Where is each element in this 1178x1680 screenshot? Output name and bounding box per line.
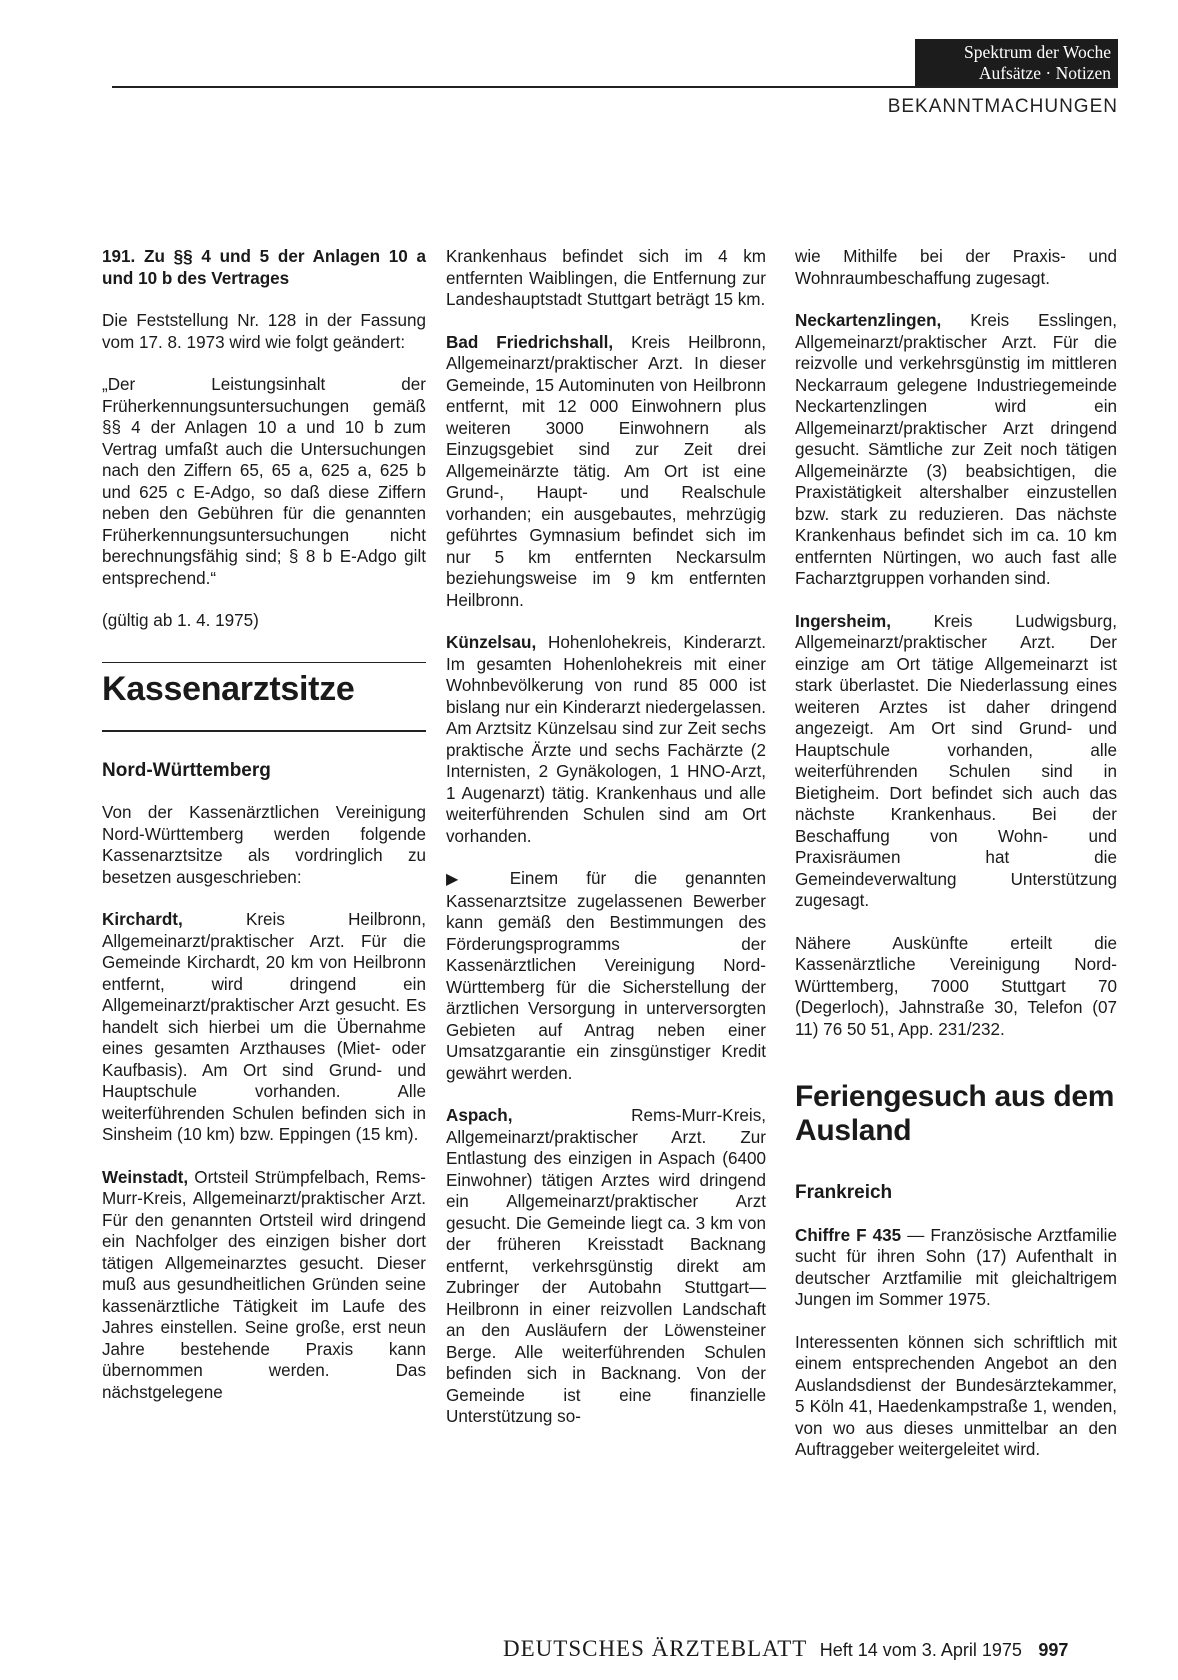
- listing-text: Rems-Murr-Kreis, Allgemeinarzt/praktischer Arzt. Zur Entlastung des einzigen in Aspach (6400 Einwohner) tätigen Arztes wird dringend ein Allgemeinarzt/praktischer Arzt gesucht. Die Gemeinde liegt ca. 3 km von der früheren Kreisstadt Backnang entfernt, verkehrsgünstig direkt am Zubringer der Autobahn Stuttgart—Heilbronn in einer reizvollen Landschaft an den Ausläufern der Löwensteiner Berge. Alle weiterführenden Schulen befinden sich in Backnang. Von der Gemeinde ist eine finanzielle Unterstützung so-: [446, 1106, 766, 1426]
- issue-info: Heft 14 vom 3. April 1975: [819, 1640, 1022, 1660]
- listing-place: Ingersheim,: [795, 611, 891, 631]
- ad-chiffre: [795, 1225, 1117, 1311]
- region-subheading: Nord-Württemberg: [102, 759, 271, 781]
- listing-text: Kreis Heilbronn, Allgemeinarzt/praktischer Arzt. Für die Gemeinde Kirchardt, 20 km von Heilbronn entfernt, wird dringend ein Allgemeinarzt/praktischer Arzt gesucht. Es handelt sich hierbei um die Übernahme eines gesamten Arzthauses (Miet- oder Kaufbasis). Am Ort sind Grund- und Hauptschule vorhanden. Alle weiterführenden Schulen befinden sich in Sinsheim (10 km) bzw. Eppingen (15 km).: [102, 910, 426, 1144]
- rubric-banner: [915, 39, 1118, 86]
- section-label: BEKANNTMACHUNGEN: [887, 96, 1118, 117]
- listing-text: Kreis Heilbronn, Allgemeinarzt/praktischer Arzt. In dieser Gemeinde, 15 Autominuten von Heilbronn entfernt, mit 12 000 Einwohnern plus weiteren 3000 Einwohnern als Einzugsgebiet sind zur Zeit drei Allgemeinärzte tätig. Am Ort ist eine Grund-, Haupt- und Realschule vorhanden; ein ausgebautes, mehrzügig geführtes Gymnasium befindet sich im nur 5 km entfernten Neckarsulm beziehungsweise im 9 km entfernten Heilbronn.: [446, 332, 766, 610]
- heading-rule-top: [102, 662, 426, 664]
- contact-paragraph: Nähere Auskünfte erteilt die Kassenärztliche Vereinigung Nord-Württemberg, 7000 Stuttgart 70 (Degerloch), Jahnstraße 30, Telefon (07 11) 76 50 51, App. 231/232.: [795, 933, 1117, 1039]
- promotion-note: [446, 868, 766, 1084]
- banner-line-2: Aufsätze · Notizen: [978, 63, 1111, 83]
- listing-place: Aspach,: [446, 1106, 513, 1125]
- country-subheading: Frankreich: [795, 1182, 893, 1203]
- paragraph: Von der Kassenärztlichen Vereinigung Nord-Württemberg werden folgende Kassenarztsitze als vordringlich zu besetzen ausgeschrieben:: [102, 803, 426, 887]
- listing-place: Kirchardt,: [102, 910, 183, 929]
- listing-ingersheim: [795, 611, 1117, 912]
- paragraph: Krankenhaus befindet sich im 4 km entfernten Waiblingen, die Entfernung zur Landeshauptstadt Stuttgart beträgt 15 km.: [446, 247, 766, 309]
- listing-place: Weinstadt,: [102, 1167, 189, 1187]
- column-1: [102, 246, 426, 1424]
- paragraph: (gültig ab 1. 4. 1975): [102, 611, 259, 630]
- page-number: 997: [1038, 1640, 1069, 1660]
- arrow-icon: ▶: [446, 871, 482, 888]
- section-heading: Kassenarztsitze: [102, 670, 355, 708]
- paragraph: „Der Leistungsinhalt der Früherkennungsuntersuchungen gemäß §§ 4 der Anlagen 10 a und 10 b zum Vertrag umfaßt auch die Untersuchungen nach den Ziffern 65, 65 a, 625 a, 625 b und 625 c E-Adgo, so daß diese Ziffern neben den Gebühren für die genannten Früherkennungsuntersuchungen nicht berechnungsfähig sind; § 8 b E-Adgo gilt entsprechend.“: [102, 375, 426, 588]
- listing-text: Kreis Ludwigsburg, Allgemeinarzt/praktischer Arzt. Der einzige am Ort tätige Allgemeinarzt ist stark überlastet. Die Niederlassung eines weiteren Arztes ist daher dringend angezeigt. Am Ort sind Grund- und Hauptschule vorhanden, alle weiterführenden Schulen sind in Bietigheim. Dort befindet sich auch das nächste Krankenhaus. Bei der Beschaffung von Wohn- und Praxisräumen hat die Gemeindeverwaltung Unterstützung zugesagt.: [795, 611, 1117, 910]
- ad-text: — Französische Arztfamilie sucht für ihren Sohn (17) Aufenthalt in deutscher Arztfamilie mit gleichaltrigem Jungen im Sommer 1975.: [795, 1225, 1117, 1309]
- section-heading: Feriengesuch aus dem Ausland: [795, 1080, 1115, 1147]
- listing-aspach: [446, 1105, 766, 1428]
- column-2: [446, 246, 766, 1449]
- column-3: [795, 246, 1117, 1482]
- listing-kirchardt: [102, 909, 426, 1146]
- ad-code: Chiffre F 435: [795, 1225, 902, 1245]
- banner-line-1: Spektrum der Woche: [964, 42, 1111, 62]
- listing-bad-friedrichshall: [446, 332, 766, 612]
- paragraph: Interessenten können sich schriftlich mit einem entsprechenden Angebot an den Auslandsdienst der Bundesärztekammer, 5 Köln 41, Haedenkampstraße 1, wenden, von wo aus dieses unmittelbar an den Auftraggeber weitergeleitet wird.: [795, 1332, 1117, 1459]
- heading-rule-bottom: [102, 730, 426, 732]
- promotion-text: Einem für die genannten Kassenarztsitze zugelassenen Bewerber kann gemäß den Bestimmungen des Förderungsprogramms der Kassenärztlichen Vereinigung Nord-Württemberg für die Sicherstellung der ärztlichen Versorgung in unterversorgten Gebieten auf Antrag neben einer Umsatzgarantie ein zinsgünstiger Kredit gewährt werden.: [446, 869, 766, 1083]
- listing-text: Kreis Esslingen, Allgemeinarzt/praktischer Arzt. Für die reizvolle und verkehrsgünstig im mittleren Neckarraum gelegene Industriegemeinde Neckartenzlingen wird ein Allgemeinarzt/praktischer Arzt dringend gesucht. Sämtliche zur Zeit noch tätigen Allgemeinärzte (3) beabsichtigen, die Praxistätigkeit altershalber einzustellen bzw. stark zu reduzieren. Das nächste Krankenhaus befindet sich im ca. 10 km entfernten Nürtingen, wo auch fast alle Facharztgruppen vorhanden sind.: [795, 311, 1117, 588]
- masthead: DEUTSCHES ÄRZTEBLATT: [503, 1636, 808, 1661]
- listing-weinstadt: [102, 1167, 426, 1404]
- listing-text: Ortsteil Strümpfelbach, Rems-Murr-Kreis, Allgemeinarzt/praktischer Arzt. Für den genannten Ortsteil wird dringend ein Nachfolger des einzigen bisher dort tätigen Allgemeinarztes gesucht. Dieser muß aus gesundheitlichen Gründen seine kassenärztliche Tätigkeit im Laufe des Jahres einstellen. Seine große, erst neun Jahre bestehende Praxis kann übernommen werden. Das nächstgelegene: [102, 1167, 426, 1402]
- header-rule: [112, 86, 1118, 88]
- listing-place: Neckartenzlingen,: [795, 311, 942, 330]
- listing-kuenzelsau: [446, 632, 766, 847]
- listing-place: Künzelsau,: [446, 633, 537, 652]
- paragraph: Die Feststellung Nr. 128 in der Fassung vom 17. 8. 1973 wird wie folgt geändert:: [102, 311, 426, 352]
- item-title: 191. Zu §§ 4 und 5 der Anlagen 10 a und 10 b des Vertrages: [102, 247, 426, 288]
- listing-text: Hohenlohekreis, Kinderarzt. Im gesamten Hohenlohekreis mit einer Wohnbevölkerung von rund 85 000 ist bislang nur ein Kinderarzt niedergelassen. Am Arztsitz Künzelsau sind zur Zeit sechs praktische Ärzte und sechs Fachärzte (2 Internisten, 2 Gynäkologen, 1 HNO-Arzt, 1 Augenarzt) tätig. Krankenhaus und alle weiterführenden Schulen sind am Ort vorhanden.: [446, 633, 766, 846]
- paragraph: wie Mithilfe bei der Praxis- und Wohnraumbeschaffung zugesagt.: [795, 247, 1117, 288]
- page-footer: [503, 1636, 1068, 1662]
- listing-place: Bad Friedrichshall,: [446, 332, 614, 352]
- listing-neckartenzlingen: [795, 310, 1117, 590]
